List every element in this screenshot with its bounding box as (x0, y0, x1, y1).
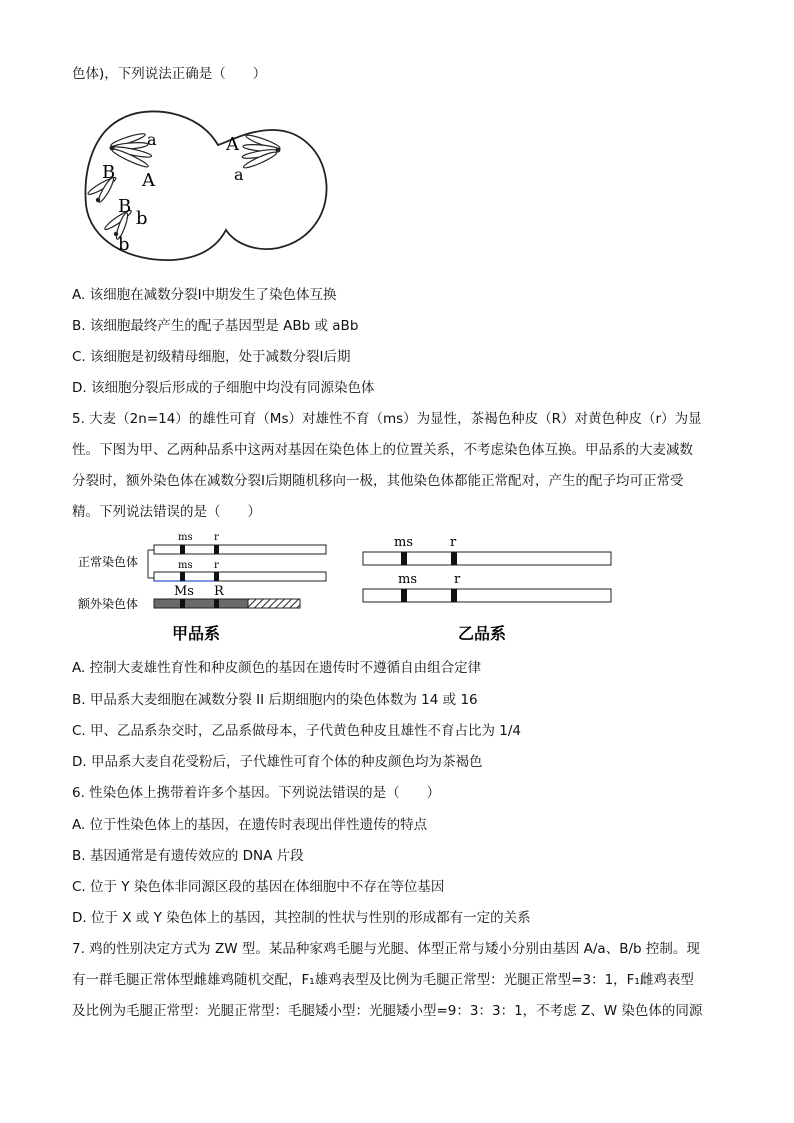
yi-ms-label-2: ms (398, 572, 417, 587)
cell-division-figure (78, 100, 338, 268)
q6-option-b: B. 基因通常是有遗传效应的 DNA 片段 (72, 848, 304, 864)
q5-option-c: C. 甲、乙品系杂交时，乙品系做母本，子代黄色种皮且雄性不育占比为 1/4 (72, 723, 522, 739)
normal-chromosome-label: 正常染色体 (78, 555, 139, 569)
q6-stem: 6. 性染色体上携带着许多个基因。下列说法错误的是（ ） (72, 785, 441, 801)
gene-label-B2: B (118, 196, 132, 217)
q4-option-c: C. 该细胞是初级精母细胞，处于减数分裂Ⅰ后期 (72, 349, 351, 365)
gene-label-a2: a (234, 165, 244, 184)
jia-R-label: R (214, 584, 224, 599)
yi-r-label-1: r (450, 535, 457, 550)
yi-strain-title: 乙品系 (458, 624, 507, 643)
q5-stem-line-1: 5. 大麦（2n=14）的雄性可育（Ms）对雄性不育（ms）为显性，茶褐色种皮（R）对黄色种皮（r）为显 (72, 411, 702, 427)
jia-ms-label-2: ms (178, 560, 193, 571)
jia-extra-chromosome (154, 599, 248, 608)
jia-r-label-2: r (214, 560, 219, 571)
extra-chromosome-label: 额外染色体 (78, 597, 139, 611)
gene-label-A1: A (142, 170, 155, 191)
jia-Ms-label: Ms (174, 584, 194, 599)
q7-stem-line-2: 有一群毛腿正常体型雌雄鸡随机交配，F₁雄鸡表型及比例为毛腿正常型：光腿正常型=3：1，F₁雌鸡表型 (72, 972, 694, 988)
q4-option-a: A. 该细胞在减数分裂Ⅰ中期发生了染色体互换 (72, 287, 337, 303)
q4-stem-tail: 色体)，下列说法正确是（ ） (72, 66, 267, 82)
yi-r-label-2: r (454, 572, 461, 587)
q4-option-b: B. 该细胞最终产生的配子基因型是 ABb 或 aBb (72, 318, 359, 334)
gene-label-B1: B (102, 162, 116, 183)
q5-stem-line-3: 分裂时，额外染色体在减数分裂Ⅰ后期随机移向一极，其他染色体都能正常配对，产生的配子均可正常受 (72, 473, 684, 489)
gene-label-b2: b (118, 234, 130, 255)
yi-chromosome-1 (363, 552, 611, 565)
q5-option-a: A. 控制大麦雄性育性和种皮颜色的基因在遗传时不遵循自由组合定律 (72, 660, 482, 676)
q5-stem-line-2: 性。下图为甲、乙两种品系中这两对基因在染色体上的位置关系，不考虑染色体互换。甲品系的大麦减数 (72, 442, 693, 458)
q4-option-d: D. 该细胞分裂后形成的子细胞中均没有同源染色体 (72, 380, 375, 396)
yi-ms-label-1: ms (394, 535, 413, 550)
gene-label-b1: b (136, 208, 148, 229)
jia-normal-chromosome-1 (154, 545, 326, 554)
jia-normal-chromosome-2 (154, 572, 326, 581)
q6-option-a: A. 位于性染色体上的基因，在遗传时表现出伴性遗传的特点 (72, 817, 428, 833)
gene-label-a1: a (147, 130, 157, 149)
q6-option-d: D. 位于 X 或 Y 染色体上的基因，其控制的性状与性别的形成都有一定的关系 (72, 910, 531, 926)
q7-stem-line-3: 及比例为毛腿正常型：光腿正常型：毛腿矮小型：光腿矮小型=9：3：3：1，不考虑 Z、W 染色体的同源 (72, 1003, 703, 1019)
chromosome-figure (72, 528, 632, 648)
q6-option-c: C. 位于 Y 染色体非同源区段的基因在体细胞中不存在等位基因 (72, 879, 445, 895)
q5-option-d: D. 甲品系大麦自花受粉后，子代雄性可育个体的种皮颜色均为茶褐色 (72, 754, 483, 770)
jia-strain-title: 甲品系 (172, 624, 221, 643)
yi-chromosome-2 (363, 589, 611, 602)
jia-r-label-1: r (214, 532, 219, 543)
q5-option-b: B. 甲品系大麦细胞在减数分裂 II 后期细胞内的染色体数为 14 或 16 (72, 692, 478, 708)
gene-label-A2: A (226, 134, 239, 155)
q7-stem-line-1: 7. 鸡的性别决定方式为 ZW 型。某品种家鸡毛腿与光腿、体型正常与矮小分别由基因 A/a、B/b 控制。现 (72, 941, 700, 957)
q5-stem-line-4: 精。下列说法错误的是（ ） (72, 504, 261, 520)
jia-ms-label-1: ms (178, 532, 193, 543)
